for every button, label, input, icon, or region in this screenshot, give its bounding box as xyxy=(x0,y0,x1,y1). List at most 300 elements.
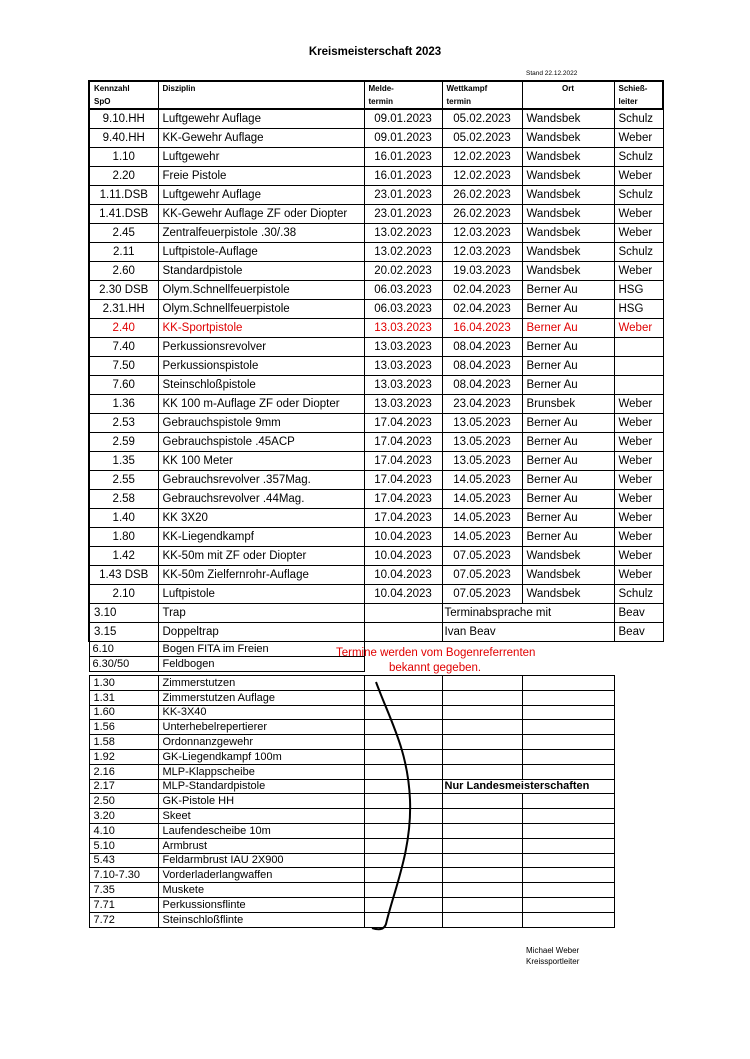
kennzahl-cell: 1.92 xyxy=(89,749,158,764)
meldetermin-cell: 13.03.2023 xyxy=(364,357,442,376)
schiessleiter-cell: Schulz xyxy=(614,585,663,604)
empty-cell xyxy=(442,868,522,883)
empty-cell xyxy=(614,868,663,883)
disziplin-cell: Skeet xyxy=(158,809,364,824)
meldetermin-cell: 16.01.2023 xyxy=(364,167,442,186)
table-row xyxy=(89,452,663,471)
schiessleiter-cell xyxy=(614,376,663,395)
empty-cell xyxy=(522,720,614,735)
schiessleiter-cell: Weber xyxy=(614,433,663,452)
stand-date: Stand 22.12.2022 xyxy=(526,70,578,77)
disziplin-cell: MLP-Klappscheibe xyxy=(158,764,364,779)
disziplin-cell: Standardpistole xyxy=(158,262,364,281)
kennzahl-cell: 6.30/50 xyxy=(89,657,158,672)
meldetermin-cell: 17.04.2023 xyxy=(364,452,442,471)
empty-cell xyxy=(522,897,614,912)
ort-cell: Wandsbek xyxy=(522,566,614,585)
bracket-line xyxy=(360,680,420,932)
table-row xyxy=(89,167,663,186)
schiessleiter-cell: Weber xyxy=(614,262,663,281)
disziplin-cell: Feldbogen xyxy=(158,657,364,672)
kennzahl-cell: 3.20 xyxy=(89,809,158,824)
schiessleiter-cell: Weber xyxy=(614,319,663,338)
empty-cell xyxy=(614,676,663,691)
schiessleiter-cell: Beav xyxy=(614,604,663,623)
disziplin-cell: Luftpistole xyxy=(158,585,364,604)
table-row xyxy=(89,490,663,509)
bogen-note-1: Termine werden vom Bogenreferrenten xyxy=(336,647,536,659)
empty-cell xyxy=(522,676,614,691)
ort-cell: Wandsbek xyxy=(522,167,614,186)
meldetermin-cell: 10.04.2023 xyxy=(364,566,442,585)
empty-cell xyxy=(614,912,663,927)
table-row xyxy=(89,566,663,585)
wettkampftermin-cell: 02.04.2023 xyxy=(442,300,522,319)
wettkampftermin-cell: 16.04.2023 xyxy=(442,319,522,338)
header-disziplin: Disziplin xyxy=(158,81,364,95)
disziplin-cell: Perkussionsrevolver xyxy=(158,338,364,357)
empty-cell xyxy=(614,642,663,657)
signature xyxy=(526,945,579,967)
disziplin-cell: Steinschloßpistole xyxy=(158,376,364,395)
landes-note: Nur Landesmeisterschaften xyxy=(442,779,614,794)
kennzahl-cell: 2.16 xyxy=(89,764,158,779)
empty-cell xyxy=(614,720,663,735)
kennzahl-cell: 7.35 xyxy=(89,883,158,898)
ort-cell: Wandsbek xyxy=(522,205,614,224)
wettkampftermin-cell: 08.04.2023 xyxy=(442,338,522,357)
disziplin-cell: Zentralfeuerpistole .30/.38 xyxy=(158,224,364,243)
meldetermin-cell: 09.01.2023 xyxy=(364,109,442,129)
kennzahl-cell: 2.11 xyxy=(89,243,158,262)
disziplin-cell: Perkussionsflinte xyxy=(158,897,364,912)
empty-cell xyxy=(614,779,663,794)
empty-cell xyxy=(614,823,663,838)
empty-cell xyxy=(522,868,614,883)
kennzahl-cell: 2.10 xyxy=(89,585,158,604)
disziplin-cell: KK-Gewehr Auflage xyxy=(158,129,364,148)
disziplin-cell: Armbrust xyxy=(158,838,364,853)
ort-cell: Wandsbek xyxy=(522,224,614,243)
ort-cell: Wandsbek xyxy=(522,547,614,566)
ort-cell: Berner Au xyxy=(522,452,614,471)
ort-cell: Berner Au xyxy=(522,376,614,395)
empty-cell xyxy=(442,823,522,838)
disziplin-cell: Luftgewehr xyxy=(158,148,364,167)
schiessleiter-cell: Weber xyxy=(614,528,663,547)
schiessleiter-cell: HSG xyxy=(614,281,663,300)
empty-cell xyxy=(614,897,663,912)
schiessleiter-cell: Schulz xyxy=(614,243,663,262)
wettkampftermin-cell: 23.04.2023 xyxy=(442,395,522,414)
meldetermin-cell: 13.02.2023 xyxy=(364,243,442,262)
empty-cell xyxy=(522,853,614,868)
schiessleiter-cell: Weber xyxy=(614,414,663,433)
empty-cell xyxy=(522,735,614,750)
disziplin-cell: Gebrauchsrevolver .357Mag. xyxy=(158,471,364,490)
disziplin-cell: KK-Liegendkampf xyxy=(158,528,364,547)
meldetermin-cell: 09.01.2023 xyxy=(364,129,442,148)
kennzahl-cell: 1.56 xyxy=(89,720,158,735)
meldetermin-cell xyxy=(364,623,442,642)
disziplin-cell: Perkussionspistole xyxy=(158,357,364,376)
page-title: Kreismeisterschaft 2023 xyxy=(308,46,442,58)
disziplin-cell: Vorderladerlangwaffen xyxy=(158,868,364,883)
empty-cell xyxy=(442,912,522,927)
ort-cell: Berner Au xyxy=(522,357,614,376)
ort-cell: Berner Au xyxy=(522,433,614,452)
meldetermin-cell: 17.04.2023 xyxy=(364,490,442,509)
empty-cell xyxy=(614,735,663,750)
empty-cell xyxy=(442,676,522,691)
kennzahl-cell: 1.36 xyxy=(89,395,158,414)
disziplin-cell: KK 100 m-Auflage ZF oder Diopter xyxy=(158,395,364,414)
schiessleiter-cell: Weber xyxy=(614,129,663,148)
ort-cell: Wandsbek xyxy=(522,186,614,205)
ort-cell: Wandsbek xyxy=(522,243,614,262)
kennzahl-cell: 3.10 xyxy=(89,604,158,623)
empty-cell xyxy=(522,838,614,853)
kennzahl-cell: 2.40 xyxy=(89,319,158,338)
kennzahl-cell: 2.59 xyxy=(89,433,158,452)
meldetermin-cell: 17.04.2023 xyxy=(364,471,442,490)
table-row xyxy=(89,585,663,604)
table-row xyxy=(89,300,663,319)
disziplin-cell: MLP-Standardpistole xyxy=(158,779,364,794)
empty-cell xyxy=(614,809,663,824)
meldetermin-cell: 13.03.2023 xyxy=(364,338,442,357)
meldetermin-cell: 17.04.2023 xyxy=(364,414,442,433)
meldetermin-cell: 20.02.2023 xyxy=(364,262,442,281)
ort-cell: Berner Au xyxy=(522,300,614,319)
schiessleiter-cell xyxy=(614,357,663,376)
schiessleiter-cell: Weber xyxy=(614,395,663,414)
schiessleiter-cell: Weber xyxy=(614,471,663,490)
schiessleiter-cell xyxy=(614,338,663,357)
kennzahl-cell: 1.58 xyxy=(89,735,158,750)
empty-cell xyxy=(442,749,522,764)
kennzahl-cell: 1.80 xyxy=(89,528,158,547)
header-row xyxy=(89,81,663,95)
empty-cell xyxy=(522,690,614,705)
disziplin-cell: Zimmerstutzen xyxy=(158,676,364,691)
ort-cell: Wandsbek xyxy=(522,585,614,604)
empty-cell xyxy=(442,838,522,853)
disziplin-cell: KK-Gewehr Auflage ZF oder Diopter xyxy=(158,205,364,224)
disziplin-cell: Gebrauchspistole 9mm xyxy=(158,414,364,433)
meldetermin-cell: 17.04.2023 xyxy=(364,433,442,452)
table-row xyxy=(89,243,663,262)
ort-cell: Berner Au xyxy=(522,471,614,490)
table-row xyxy=(89,528,663,547)
empty-cell xyxy=(522,764,614,779)
header-leiter: leiter xyxy=(614,95,663,109)
header-schiessleiter: Schieß- xyxy=(614,81,663,95)
disziplin-cell: KK 3X20 xyxy=(158,509,364,528)
kennzahl-cell: 1.41.DSB xyxy=(89,205,158,224)
disziplin-cell: Trap xyxy=(158,604,364,623)
empty-cell xyxy=(442,764,522,779)
kennzahl-cell: 7.72 xyxy=(89,912,158,927)
header-ort: Ort xyxy=(522,81,614,95)
schiessleiter-cell: Schulz xyxy=(614,109,663,129)
empty-cell xyxy=(522,794,614,809)
disziplin-cell: GK-Pistole HH xyxy=(158,794,364,809)
disziplin-cell: KK 100 Meter xyxy=(158,452,364,471)
empty-cell xyxy=(614,883,663,898)
kennzahl-cell: 9.10.HH xyxy=(89,109,158,129)
table-row xyxy=(89,414,663,433)
wettkampftermin-cell: 08.04.2023 xyxy=(442,376,522,395)
schiessleiter-cell: Weber xyxy=(614,167,663,186)
empty-cell xyxy=(442,735,522,750)
schiessleiter-cell: Weber xyxy=(614,224,663,243)
kennzahl-cell: 2.55 xyxy=(89,471,158,490)
kennzahl-cell: 1.42 xyxy=(89,547,158,566)
table-row xyxy=(89,205,663,224)
ort-cell: Wandsbek xyxy=(522,129,614,148)
disziplin-cell: Ordonnanzgewehr xyxy=(158,735,364,750)
meldetermin-cell: 10.04.2023 xyxy=(364,585,442,604)
wettkampftermin-cell: 26.02.2023 xyxy=(442,186,522,205)
header-wettkampf: Wettkampf xyxy=(442,81,522,95)
kennzahl-cell: 1.60 xyxy=(89,705,158,720)
doppeltrap-row xyxy=(89,623,663,642)
disziplin-cell: Laufendescheibe 10m xyxy=(158,823,364,838)
schiessleiter-cell: Weber xyxy=(614,509,663,528)
ort-cell: Berner Au xyxy=(522,281,614,300)
table-row xyxy=(89,395,663,414)
header-spo: SpO xyxy=(89,95,158,109)
meldetermin-cell: 16.01.2023 xyxy=(364,148,442,167)
kennzahl-cell: 2.58 xyxy=(89,490,158,509)
kennzahl-cell: 2.31.HH xyxy=(89,300,158,319)
disziplin-cell: KK-Sportpistole xyxy=(158,319,364,338)
kennzahl-cell: 2.60 xyxy=(89,262,158,281)
wettkampftermin-cell: 12.02.2023 xyxy=(442,148,522,167)
disziplin-cell: Unterhebelrepertierer xyxy=(158,720,364,735)
ort-cell: Berner Au xyxy=(522,414,614,433)
wettkampftermin-cell: 12.02.2023 xyxy=(442,167,522,186)
empty-cell xyxy=(614,853,663,868)
signature-role: Kreissportleiter xyxy=(526,957,580,966)
kennzahl-cell: 6.10 xyxy=(89,642,158,657)
table-row xyxy=(89,109,663,129)
empty-cell xyxy=(614,838,663,853)
table-row xyxy=(89,224,663,243)
disziplin-cell: KK-50m Zielfernrohr-Auflage xyxy=(158,566,364,585)
disziplin-cell: Muskete xyxy=(158,883,364,898)
empty-cell xyxy=(442,883,522,898)
empty-cell xyxy=(522,809,614,824)
kennzahl-cell: 4.10 xyxy=(89,823,158,838)
empty-cell xyxy=(442,690,522,705)
wettkampftermin-cell: 02.04.2023 xyxy=(442,281,522,300)
ort-cell: Brunsbek xyxy=(522,395,614,414)
meldetermin-cell: 10.04.2023 xyxy=(364,528,442,547)
empty-cell xyxy=(522,705,614,720)
schiessleiter-cell: Beav xyxy=(614,623,663,642)
kennzahl-cell: 2.17 xyxy=(89,779,158,794)
wettkampftermin-cell: 12.03.2023 xyxy=(442,243,522,262)
wettkampftermin-cell: 07.05.2023 xyxy=(442,547,522,566)
header-wett-termin: termin xyxy=(442,95,522,109)
kennzahl-cell: 2.45 xyxy=(89,224,158,243)
table-row xyxy=(89,338,663,357)
disziplin-cell: Olym.Schnellfeuerpistole xyxy=(158,300,364,319)
empty-cell xyxy=(442,705,522,720)
kennzahl-cell: 1.30 xyxy=(89,676,158,691)
schiessleiter-cell: Schulz xyxy=(614,186,663,205)
disziplin-cell: Gebrauchsrevolver .44Mag. xyxy=(158,490,364,509)
empty-cell xyxy=(442,720,522,735)
meldetermin-cell: 06.03.2023 xyxy=(364,281,442,300)
ort-cell: Berner Au xyxy=(522,528,614,547)
empty-cell xyxy=(522,749,614,764)
schiessleiter-cell: Weber xyxy=(614,452,663,471)
wettkampftermin-cell: 26.02.2023 xyxy=(442,205,522,224)
empty-cell xyxy=(442,897,522,912)
wettkampftermin-cell: 14.05.2023 xyxy=(442,490,522,509)
empty-cell xyxy=(614,794,663,809)
meldetermin-cell: 17.04.2023 xyxy=(364,509,442,528)
wettkampftermin-cell: 13.05.2023 xyxy=(442,433,522,452)
disziplin-cell: KK-3X40 xyxy=(158,705,364,720)
kennzahl-cell: 3.15 xyxy=(89,623,158,642)
ort-cell: Wandsbek xyxy=(522,109,614,129)
table-row xyxy=(89,471,663,490)
disziplin-cell: Zimmerstutzen Auflage xyxy=(158,690,364,705)
disziplin-cell: Feldarmbrust IAU 2X900 xyxy=(158,853,364,868)
wettkampftermin-cell: 13.05.2023 xyxy=(442,452,522,471)
disziplin-cell: GK-Liegendkampf 100m xyxy=(158,749,364,764)
wettkampftermin-cell: 07.05.2023 xyxy=(442,566,522,585)
table-row xyxy=(89,433,663,452)
empty-cell xyxy=(614,764,663,779)
table-row xyxy=(89,319,663,338)
schiessleiter-cell: Weber xyxy=(614,205,663,224)
table-row xyxy=(89,186,663,205)
kennzahl-cell: 1.10 xyxy=(89,148,158,167)
kennzahl-cell: 7.40 xyxy=(89,338,158,357)
meldetermin-cell: 13.03.2023 xyxy=(364,376,442,395)
wettkampftermin-cell: 14.05.2023 xyxy=(442,528,522,547)
header-melde-termin: termin xyxy=(364,95,442,109)
ort-cell: Berner Au xyxy=(522,509,614,528)
schiessleiter-cell: Weber xyxy=(614,547,663,566)
ort-cell: Berner Au xyxy=(522,319,614,338)
disziplin-cell: Luftgewehr Auflage xyxy=(158,186,364,205)
schiessleiter-cell: HSG xyxy=(614,300,663,319)
disziplin-cell: Bogen FITA im Freien xyxy=(158,642,364,657)
disziplin-cell: Doppeltrap xyxy=(158,623,364,642)
empty-cell xyxy=(614,705,663,720)
disziplin-cell: Luftgewehr Auflage xyxy=(158,109,364,129)
kennzahl-cell: 2.53 xyxy=(89,414,158,433)
wettkampftermin-cell: 05.02.2023 xyxy=(442,129,522,148)
signature-name: Michael Weber xyxy=(526,946,580,955)
table-row xyxy=(89,509,663,528)
disziplin-cell: Steinschloßflinte xyxy=(158,912,364,927)
empty-cell xyxy=(522,823,614,838)
note-cell: Terminabsprache mit xyxy=(442,604,614,623)
kennzahl-cell: 1.35 xyxy=(89,452,158,471)
kennzahl-cell: 2.30 DSB xyxy=(89,281,158,300)
ort-cell: Berner Au xyxy=(522,338,614,357)
table-row xyxy=(89,376,663,395)
kennzahl-cell: 1.31 xyxy=(89,690,158,705)
kennzahl-cell: 5.10 xyxy=(89,838,158,853)
disziplin-cell: KK-50m mit ZF oder Diopter xyxy=(158,547,364,566)
table-row xyxy=(89,262,663,281)
wettkampftermin-cell: 19.03.2023 xyxy=(442,262,522,281)
kennzahl-cell: 7.60 xyxy=(89,376,158,395)
table-row xyxy=(89,357,663,376)
meldetermin-cell: 06.03.2023 xyxy=(364,300,442,319)
meldetermin-cell: 23.01.2023 xyxy=(364,205,442,224)
table-row xyxy=(89,547,663,566)
ort-cell: Berner Au xyxy=(522,490,614,509)
header-kennzahl: Kennzahl xyxy=(89,81,158,95)
table-row xyxy=(89,281,663,300)
bogen-note-2: bekannt gegeben. xyxy=(389,662,482,674)
kennzahl-cell: 1.43 DSB xyxy=(89,566,158,585)
note-cell: Ivan Beav xyxy=(442,623,614,642)
schiessleiter-cell: Weber xyxy=(614,566,663,585)
kennzahl-cell: 2.50 xyxy=(89,794,158,809)
empty-cell xyxy=(614,749,663,764)
kennzahl-cell: 7.71 xyxy=(89,897,158,912)
empty-cell xyxy=(522,912,614,927)
kennzahl-cell: 7.10-7.30 xyxy=(89,868,158,883)
empty-cell xyxy=(442,794,522,809)
wettkampftermin-cell: 08.04.2023 xyxy=(442,357,522,376)
table-row xyxy=(89,129,663,148)
wettkampftermin-cell: 14.05.2023 xyxy=(442,471,522,490)
kennzahl-cell: 1.11.DSB xyxy=(89,186,158,205)
kennzahl-cell: 5.43 xyxy=(89,853,158,868)
schiessleiter-cell: Schulz xyxy=(614,148,663,167)
meldetermin-cell: 13.03.2023 xyxy=(364,395,442,414)
ort-cell: Wandsbek xyxy=(522,148,614,167)
trap-row xyxy=(89,604,663,623)
disziplin-cell: Olym.Schnellfeuerpistole xyxy=(158,281,364,300)
disziplin-cell: Luftpistole-Auflage xyxy=(158,243,364,262)
wettkampftermin-cell: 07.05.2023 xyxy=(442,585,522,604)
empty-cell xyxy=(442,809,522,824)
header-melde: Melde- xyxy=(364,81,442,95)
empty-cell xyxy=(522,883,614,898)
kennzahl-cell: 1.40 xyxy=(89,509,158,528)
meldetermin-cell: 10.04.2023 xyxy=(364,547,442,566)
ort-cell: Wandsbek xyxy=(522,262,614,281)
wettkampftermin-cell: 12.03.2023 xyxy=(442,224,522,243)
empty-cell xyxy=(614,690,663,705)
kennzahl-cell: 9.40.HH xyxy=(89,129,158,148)
empty-cell xyxy=(614,657,663,672)
meldetermin-cell: 13.03.2023 xyxy=(364,319,442,338)
schiessleiter-cell: Weber xyxy=(614,490,663,509)
meldetermin-cell: 13.02.2023 xyxy=(364,224,442,243)
header-row-2 xyxy=(89,95,663,109)
meldetermin-cell: 23.01.2023 xyxy=(364,186,442,205)
wettkampftermin-cell: 14.05.2023 xyxy=(442,509,522,528)
wettkampftermin-cell: 05.02.2023 xyxy=(442,109,522,129)
empty-cell xyxy=(442,853,522,868)
kennzahl-cell: 7.50 xyxy=(89,357,158,376)
disziplin-cell: Gebrauchspistole .45ACP xyxy=(158,433,364,452)
kennzahl-cell: 2.20 xyxy=(89,167,158,186)
